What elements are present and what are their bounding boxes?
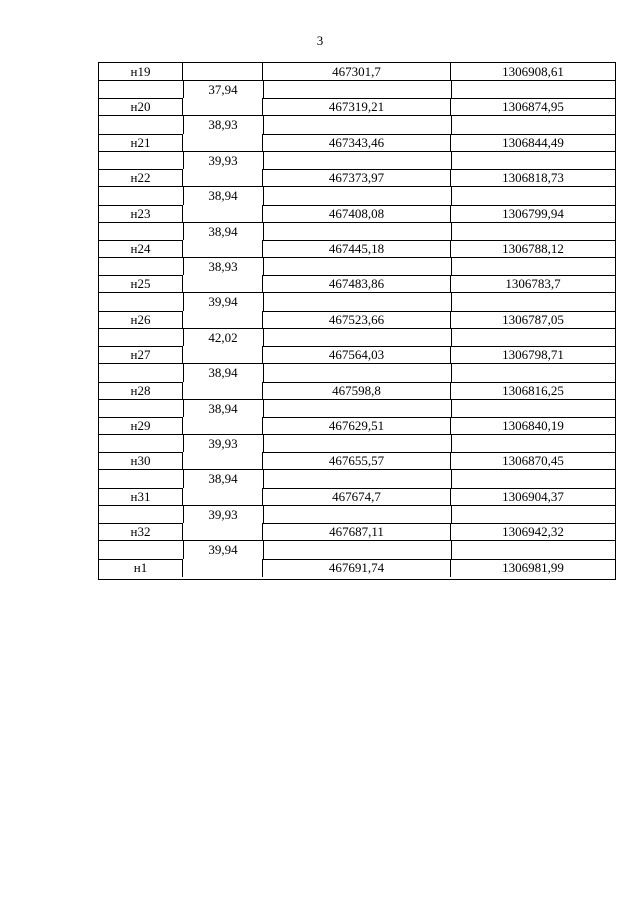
distance-cell: 42,02	[208, 329, 238, 345]
y-coordinate-cell: 1306816,25	[502, 382, 564, 398]
x-coordinate-cell: 467319,21	[263, 98, 451, 115]
point-name-cell: н30	[99, 452, 183, 469]
distance-cell-empty	[183, 98, 263, 115]
distance-row	[99, 541, 615, 558]
distance-cell-empty	[183, 240, 263, 257]
table-row	[99, 311, 615, 329]
y-coordinate-cell: 1306942,32	[502, 524, 564, 540]
distance-cell: 39,94	[208, 542, 238, 558]
y-coordinate-cell: 1306981,99	[502, 559, 564, 575]
distance-row	[99, 223, 615, 240]
distance-cell: 37,94	[208, 82, 238, 97]
distance-row	[99, 470, 615, 487]
table-row	[99, 98, 615, 116]
distance-cell: 38,93	[208, 259, 238, 274]
y-coordinate-cell: 1306908,61	[502, 64, 564, 79]
distance-cell: 39,93	[208, 152, 238, 168]
x-coordinate-cell: 467408,08	[263, 205, 451, 222]
point-name-cell: н22	[99, 169, 183, 186]
x-coordinate-cell: 467598,8	[263, 382, 451, 399]
distance-cell-empty	[183, 63, 263, 80]
y-coordinate-cell: 1306844,49	[502, 134, 564, 150]
distance-row	[99, 258, 615, 275]
y-coordinate-cell: 1306798,71	[502, 347, 564, 363]
point-name-cell: н31	[99, 488, 183, 505]
distance-row	[99, 152, 615, 169]
distance-cell-empty	[183, 346, 263, 363]
distance-cell-empty	[183, 523, 263, 540]
table-row	[99, 346, 615, 364]
distance-cell-empty	[183, 488, 263, 505]
table-row	[99, 205, 615, 223]
y-coordinate-cell: 1306904,37	[502, 488, 564, 504]
distance-row	[99, 435, 615, 452]
point-name-cell: н21	[99, 134, 183, 151]
distance-cell: 38,94	[208, 471, 238, 487]
distance-row	[99, 506, 615, 523]
y-coordinate-cell: 1306788,12	[502, 241, 564, 256]
y-coordinate-cell: 1306787,05	[502, 311, 564, 327]
x-coordinate-cell: 467343,46	[263, 134, 451, 151]
distance-row	[99, 364, 615, 381]
distance-row	[99, 293, 615, 310]
x-coordinate-cell: 467373,97	[263, 169, 451, 186]
distance-cell: 38,94	[208, 400, 238, 416]
x-coordinate-cell: 467445,18	[263, 240, 451, 257]
distance-row	[99, 187, 615, 204]
y-coordinate-cell: 1306799,94	[502, 205, 564, 221]
x-coordinate-cell: 467687,11	[263, 523, 451, 540]
distance-cell-empty	[183, 417, 263, 434]
y-coordinate-cell: 1306783,7	[505, 276, 561, 292]
distance-cell-empty	[183, 452, 263, 469]
x-coordinate-cell: 467564,03	[263, 346, 451, 363]
distance-cell: 38,94	[208, 365, 238, 381]
x-coordinate-cell: 467629,51	[263, 417, 451, 434]
point-name-cell: н23	[99, 205, 183, 222]
page-number: 3	[316, 33, 324, 48]
table-row	[99, 275, 615, 293]
distance-cell: 39,94	[208, 294, 238, 310]
table-row	[99, 169, 615, 187]
y-coordinate-cell: 1306874,95	[502, 99, 564, 115]
x-coordinate-cell: 467674,7	[263, 488, 451, 505]
point-name-cell: н26	[99, 311, 183, 328]
x-coordinate-cell: 467691,74	[263, 559, 451, 577]
table-row	[99, 488, 615, 506]
x-coordinate-cell: 467655,57	[263, 452, 451, 469]
distance-cell-empty	[183, 134, 263, 151]
y-coordinate-cell: 1306818,73	[502, 170, 564, 186]
point-name-cell: н29	[99, 417, 183, 434]
distance-cell-empty	[183, 205, 263, 222]
table-row	[99, 382, 615, 400]
point-name-cell: н19	[99, 63, 183, 80]
point-name-cell: н25	[99, 275, 183, 292]
distance-row	[99, 400, 615, 417]
y-coordinate-cell: 1306870,45	[502, 453, 564, 469]
distance-cell: 39,93	[208, 506, 238, 522]
point-name-cell: н20	[99, 98, 183, 115]
distance-cell-empty	[183, 169, 263, 186]
distance-cell: 38,93	[208, 117, 238, 133]
table-row	[99, 452, 615, 470]
distance-row	[99, 329, 615, 346]
table-row	[99, 63, 615, 81]
distance-cell-empty	[183, 382, 263, 399]
table-row	[99, 240, 615, 258]
table-row	[99, 417, 615, 435]
distance-cell-empty	[183, 559, 263, 577]
distance-cell-empty	[183, 311, 263, 328]
table-row	[99, 134, 615, 152]
coordinates-table	[98, 62, 616, 580]
distance-cell: 38,94	[208, 188, 238, 204]
table-row	[99, 523, 615, 541]
distance-cell: 38,94	[208, 223, 238, 239]
y-coordinate-cell: 1306840,19	[502, 418, 564, 433]
point-name-cell: н1	[99, 559, 183, 577]
point-name-cell: н28	[99, 382, 183, 399]
x-coordinate-cell: 467301,7	[263, 63, 451, 80]
distance-row	[99, 116, 615, 133]
distance-cell: 39,93	[208, 436, 238, 451]
distance-cell-empty	[183, 275, 263, 292]
point-name-cell: н24	[99, 240, 183, 257]
distance-row	[99, 81, 615, 98]
table-row	[99, 559, 615, 577]
point-name-cell: н32	[99, 523, 183, 540]
x-coordinate-cell: 467523,66	[263, 311, 451, 328]
x-coordinate-cell: 467483,86	[263, 275, 451, 292]
point-name-cell: н27	[99, 346, 183, 363]
